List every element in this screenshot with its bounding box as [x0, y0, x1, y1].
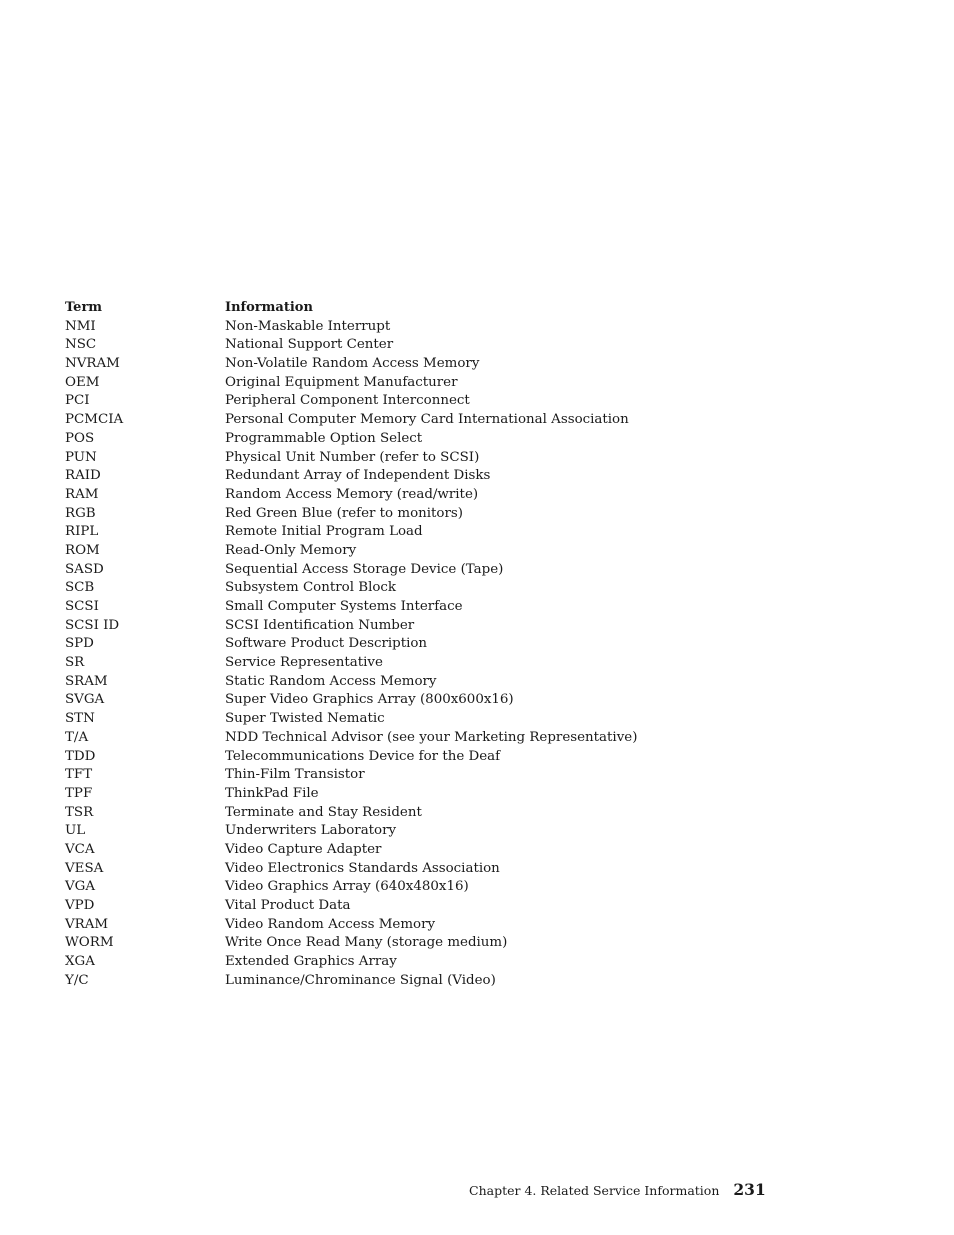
table-row: [65, 953, 685, 972]
information-cell: Video Graphics Array (640x480x16): [225, 879, 469, 895]
information-cell: Sequential Access Storage Device (Tape): [225, 561, 504, 577]
glossary-table: [65, 299, 685, 990]
term-cell: SCSI: [65, 599, 99, 614]
information-cell: Thin-Film Transistor: [225, 767, 365, 783]
information-cell: Telecommunications Device for the Deaf: [225, 748, 501, 764]
table-row: [65, 729, 685, 748]
term-cell: SRAM: [65, 673, 108, 689]
term-cell: XGA: [65, 954, 95, 970]
information-cell: Redundant Array of Independent Disks: [225, 468, 491, 484]
information-cell: Personal Computer Memory Card International Association: [225, 412, 629, 428]
table-row: [65, 654, 685, 673]
term-cell: PUN: [65, 449, 97, 465]
term-cell: RAID: [65, 468, 101, 484]
information-cell: Random Access Memory (read/write): [225, 486, 479, 502]
information-cell: Subsystem Control Block: [225, 580, 397, 596]
information-cell: Service Representative: [225, 655, 383, 671]
information-cell: Peripheral Component Interconnect: [225, 393, 470, 409]
term-cell: NMI: [65, 318, 96, 334]
table-row: [65, 467, 685, 486]
page-footer: [469, 1180, 766, 1199]
information-cell: Extended Graphics Array: [225, 954, 397, 970]
information-cell: Write Once Read Many (storage medium): [225, 935, 508, 951]
information-cell: Super Twisted Nematic: [225, 711, 385, 727]
term-cell: SCSI ID: [65, 617, 120, 633]
information-cell: Non-Volatile Random Access Memory: [225, 356, 480, 372]
information-cell: National Support Center: [225, 337, 394, 353]
table-row: [65, 897, 685, 916]
table-row: [65, 841, 685, 860]
term-cell: OEM: [65, 374, 100, 390]
term-cell: VCA: [65, 841, 95, 857]
table-row: [65, 748, 685, 767]
term-cell: SPD: [65, 636, 94, 652]
table-row: [65, 486, 685, 505]
information-cell: Small Computer Systems Interface: [225, 599, 463, 614]
table-row: [65, 561, 685, 580]
term-cell: ROM: [65, 542, 100, 558]
information-column-header: Information: [225, 300, 313, 315]
chapter-title: Chapter 4. Related Service Information: [469, 1183, 720, 1198]
term-cell: UL: [65, 823, 86, 839]
information-cell: Static Random Access Memory: [225, 673, 437, 689]
information-cell: NDD Technical Advisor (see your Marketing Representative): [225, 729, 638, 745]
term-cell: TDD: [65, 748, 96, 764]
table-row: [65, 916, 685, 935]
term-cell: TPF: [65, 785, 93, 801]
term-cell: POS: [65, 430, 95, 446]
table-row: [65, 579, 685, 598]
table-row: [65, 523, 685, 542]
table-row: [65, 804, 685, 823]
information-cell: Red Green Blue (refer to monitors): [225, 505, 463, 521]
term-cell: T/A: [65, 729, 89, 745]
information-cell: Underwriters Laboratory: [225, 823, 397, 839]
term-cell: SVGA: [65, 692, 105, 708]
table-row: [65, 785, 685, 804]
information-cell: Vital Product Data: [225, 898, 351, 913]
term-cell: STN: [65, 711, 95, 727]
table-row: [65, 598, 685, 617]
table-row: [65, 691, 685, 710]
information-cell: Video Capture Adapter: [225, 841, 382, 857]
table-row: [65, 449, 685, 468]
term-cell: TSR: [65, 804, 94, 820]
term-cell: PCI: [65, 393, 90, 409]
table-row: [65, 710, 685, 729]
information-cell: SCSI Identification Number: [225, 617, 415, 633]
term-cell: VPD: [65, 898, 95, 913]
information-cell: Original Equipment Manufacturer: [225, 374, 458, 390]
term-cell: SCB: [65, 580, 95, 596]
table-row: [65, 430, 685, 449]
term-cell: VGA: [65, 879, 96, 895]
table-row: [65, 822, 685, 841]
table-row: [65, 878, 685, 897]
table-row: [65, 542, 685, 561]
table-row: [65, 355, 685, 374]
information-cell: Video Random Access Memory: [225, 916, 436, 932]
term-cell: SR: [65, 655, 85, 671]
table-row: [65, 318, 685, 337]
table-row: [65, 392, 685, 411]
glossary-body: [65, 318, 685, 991]
page-number: 231: [733, 1180, 766, 1199]
term-cell: RAM: [65, 486, 99, 502]
information-cell: Luminance/Chrominance Signal (Video): [225, 972, 496, 988]
glossary-header: [65, 299, 685, 318]
term-cell: RIPL: [65, 524, 99, 540]
information-cell: Non-Maskable Interrupt: [225, 318, 391, 334]
table-row: [65, 374, 685, 393]
term-cell: VRAM: [65, 916, 109, 932]
table-row: [65, 505, 685, 524]
information-cell: Video Electronics Standards Association: [225, 860, 500, 876]
term-column-header: Term: [65, 300, 103, 315]
term-cell: NVRAM: [65, 356, 120, 372]
table-row: [65, 972, 685, 991]
header-row: [65, 299, 685, 318]
table-row: [65, 411, 685, 430]
table-row: [65, 635, 685, 654]
information-cell: Remote Initial Program Load: [225, 524, 423, 540]
information-cell: Read-Only Memory: [225, 542, 357, 558]
term-cell: PCMCIA: [65, 412, 124, 428]
information-cell: Terminate and Stay Resident: [225, 804, 422, 820]
information-cell: Super Video Graphics Array (800x600x16): [225, 692, 514, 708]
term-cell: SASD: [65, 561, 104, 577]
term-cell: Y/C: [65, 972, 89, 988]
term-cell: NSC: [65, 337, 97, 353]
table-row: [65, 860, 685, 879]
table-row: [65, 673, 685, 692]
table-row: [65, 766, 685, 785]
table-row: [65, 336, 685, 355]
term-cell: VESA: [65, 860, 104, 876]
information-cell: Physical Unit Number (refer to SCSI): [225, 449, 480, 465]
table-row: [65, 934, 685, 953]
table-row: [65, 617, 685, 636]
term-cell: TFT: [65, 767, 93, 783]
information-cell: Software Product Description: [225, 636, 428, 652]
term-cell: RGB: [65, 505, 96, 521]
information-cell: Programmable Option Select: [225, 430, 423, 446]
information-cell: ThinkPad File: [225, 785, 319, 801]
term-cell: WORM: [65, 935, 114, 951]
